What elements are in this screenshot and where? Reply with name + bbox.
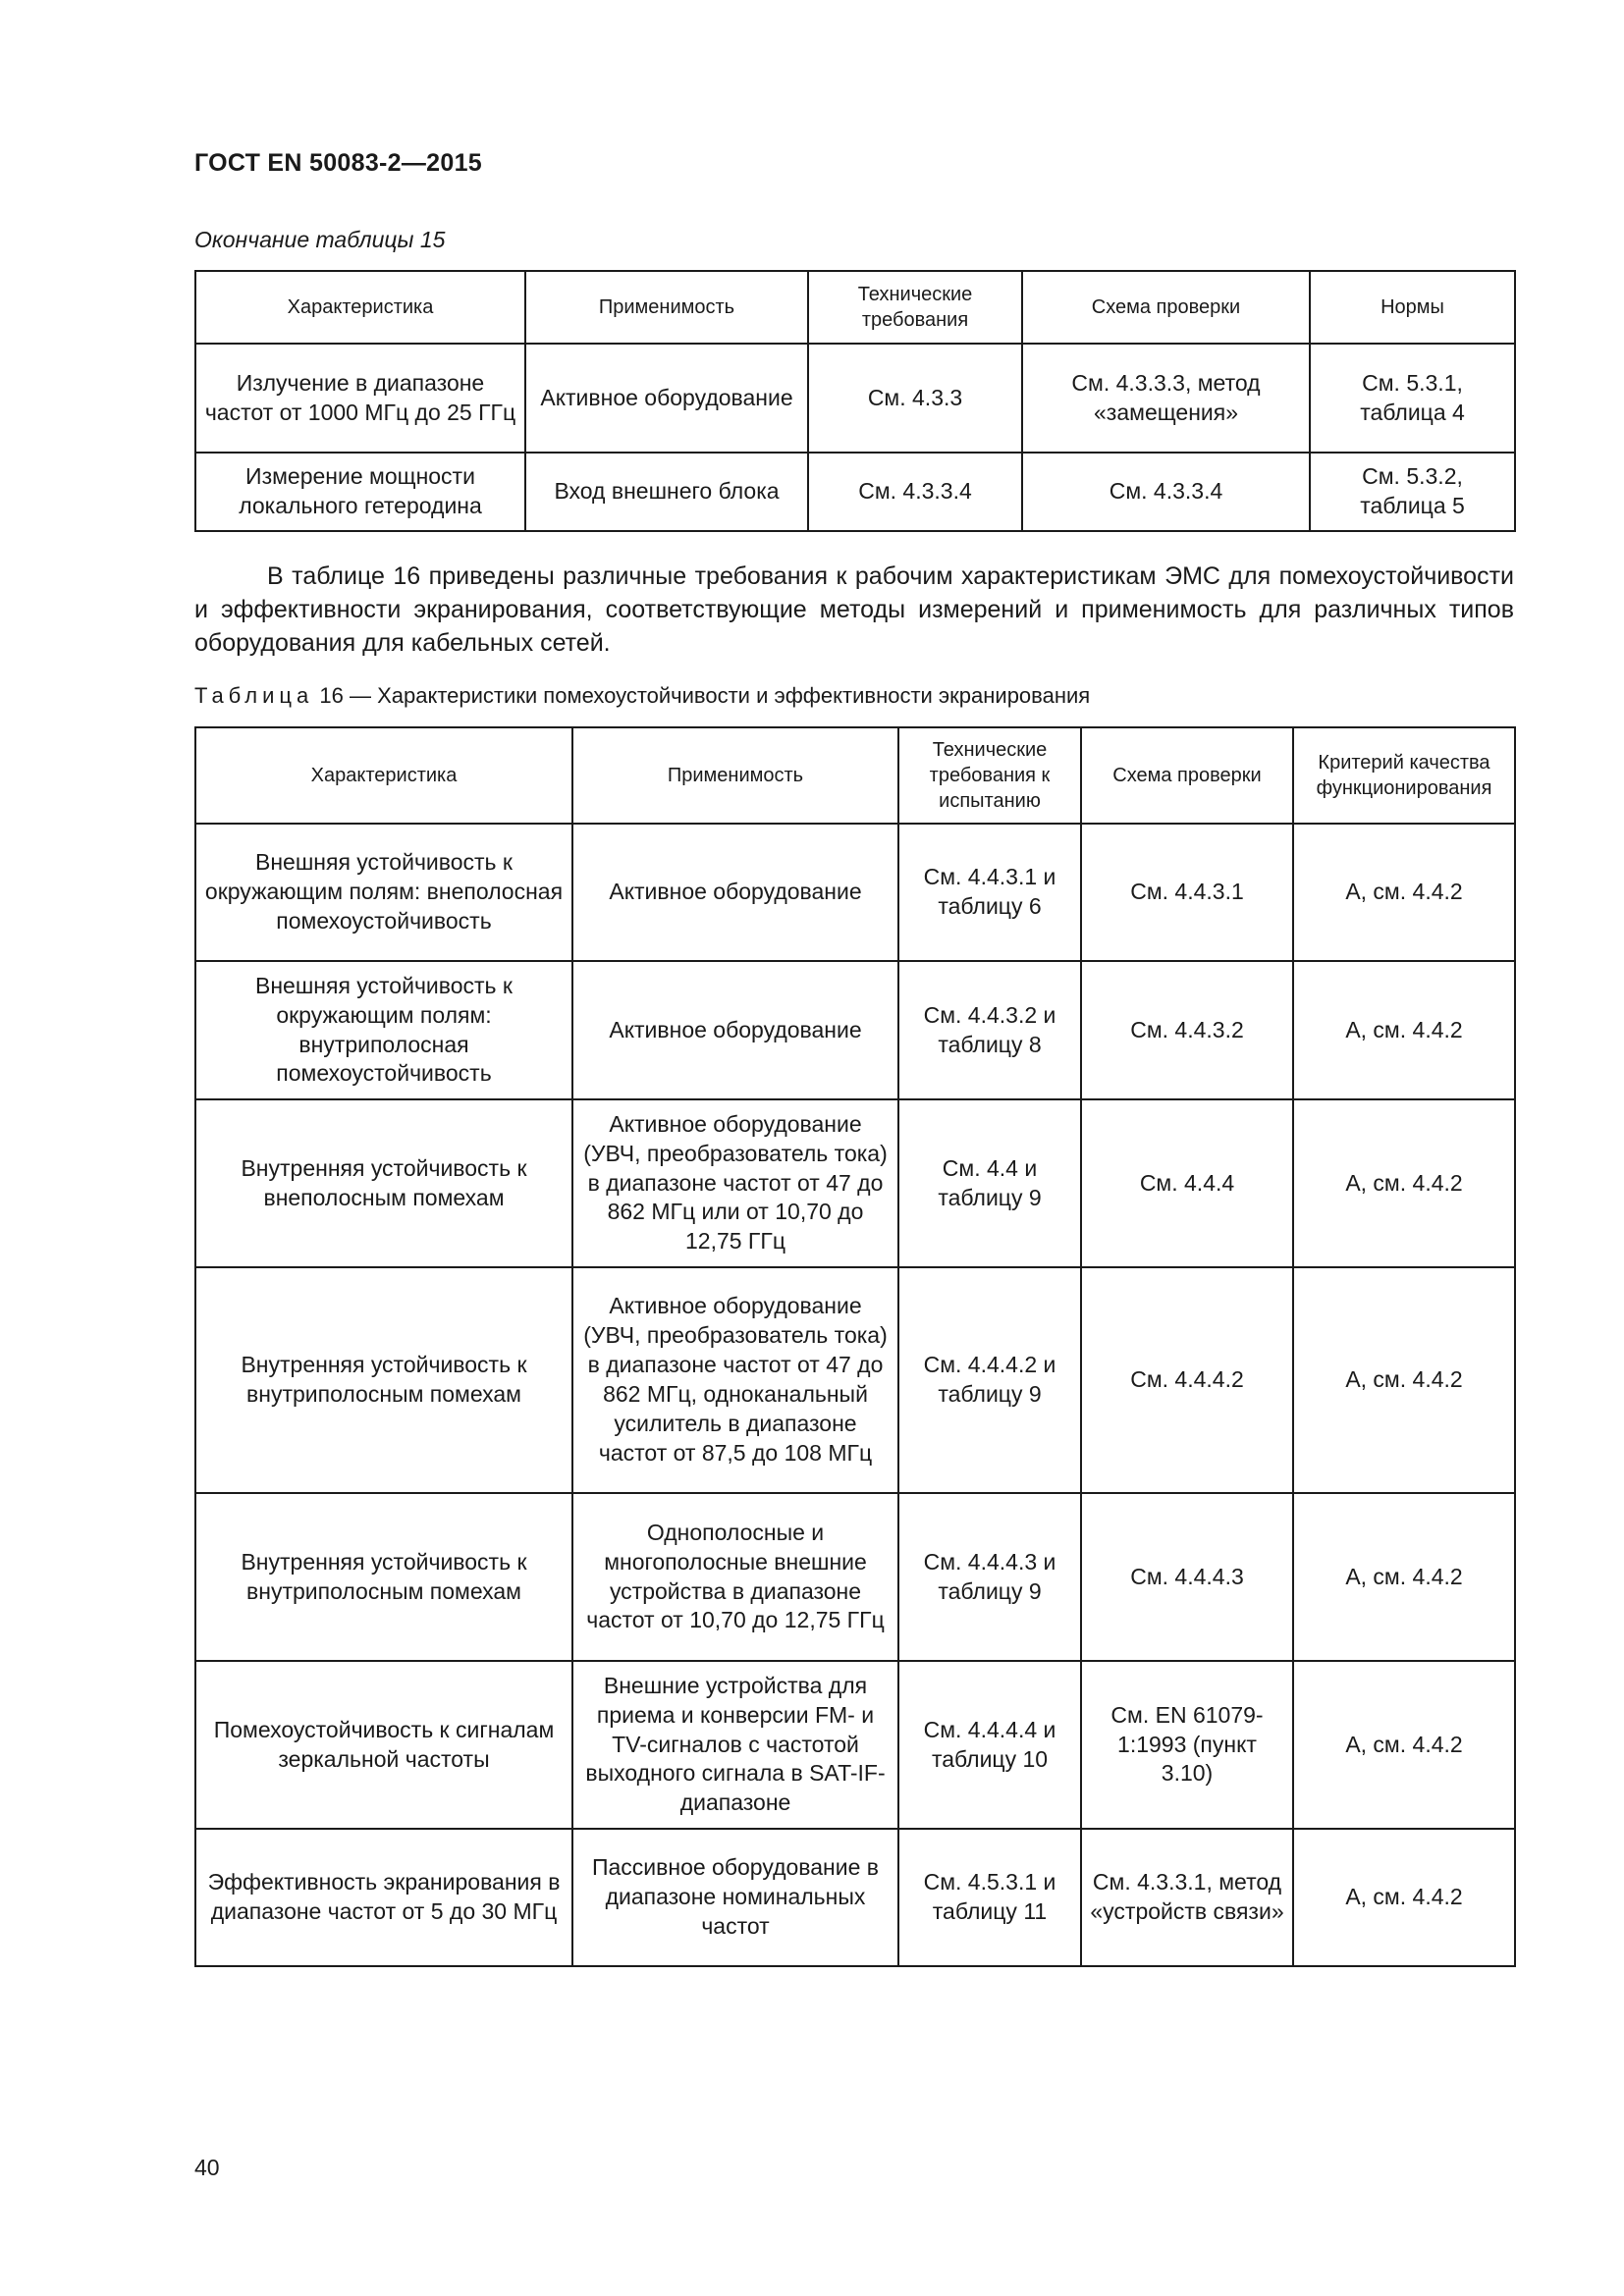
- table-cell: См. 4.3.3.3, метод «замещения»: [1022, 344, 1310, 453]
- table-cell: См. 4.4.3.1 и таблицу 6: [898, 824, 1081, 961]
- column-header: Технические требования к испытанию: [898, 727, 1081, 824]
- table-cell: Внешняя устойчивость к окружающим полям: внеполосная помехоустойчивость: [195, 824, 572, 961]
- document-header: ГОСТ EN 50083-2—2015: [194, 149, 482, 177]
- table-cell: Однополосные и многополосные внешние устройства в диапазоне частот от 10,70 до 12,75 ГГц: [572, 1493, 898, 1661]
- table-15-continuation-caption: Окончание таблицы 15: [194, 227, 446, 252]
- column-header: Нормы: [1310, 271, 1515, 344]
- table-cell: См. 4.4.4.2: [1081, 1267, 1293, 1493]
- table-row: [195, 824, 1515, 961]
- table-cell: См. 4.4.3.2: [1081, 961, 1293, 1099]
- table-row: [195, 1829, 1515, 1966]
- body-paragraph: В таблице 16 приведены различные требования к рабочим характеристикам ЭМС для помехоустойчивости и эффективности экранирования, соответствующие методы измерений и применимость для различных типов оборудования для кабельных сетей.: [194, 562, 1514, 657]
- table-cell: Излучение в диапазоне частот от 1000 МГц до 25 ГГц: [195, 344, 525, 453]
- table-cell: См. 4.4.3.2 и таблицу 8: [898, 961, 1081, 1099]
- table-cell: Измерение мощности локального гетеродина: [195, 453, 525, 531]
- table-cell: Внутренняя устойчивость к внутриполосным помехам: [195, 1493, 572, 1661]
- table-cell: А, см. 4.4.2: [1293, 824, 1515, 961]
- table-cell: См. 4.3.3.4: [1022, 453, 1310, 531]
- table-cell: См. EN 61079-1:1993 (пункт 3.10): [1081, 1661, 1293, 1829]
- table-cell: Активное оборудование (УВЧ, преобразователь тока) в диапазоне частот от 47 до 862 МГц или от 10,70 до 12,75 ГГц: [572, 1099, 898, 1267]
- table-cell: А, см. 4.4.2: [1293, 1267, 1515, 1493]
- table-cell: См. 4.4 и таблицу 9: [898, 1099, 1081, 1267]
- table-cell: Эффективность экранирования в диапазоне частот от 5 до 30 МГц: [195, 1829, 572, 1966]
- table-cell: См. 4.3.3.4: [808, 453, 1022, 531]
- table-row: [195, 344, 1515, 453]
- table-cell: См. 4.4.4.4 и таблицу 10: [898, 1661, 1081, 1829]
- table-cell: Активное оборудование: [525, 344, 808, 453]
- table-row: [195, 1493, 1515, 1661]
- column-header: Характеристика: [195, 271, 525, 344]
- table-row: [195, 961, 1515, 1099]
- table-cell: См. 4.4.4.3 и таблицу 9: [898, 1493, 1081, 1661]
- table-cell: Внутренняя устойчивость к внеполосным помехам: [195, 1099, 572, 1267]
- table-cell: См. 4.4.4.2 и таблицу 9: [898, 1267, 1081, 1493]
- table-cell: Пассивное оборудование в диапазоне номинальных частот: [572, 1829, 898, 1966]
- table-cell: А, см. 4.4.2: [1293, 1829, 1515, 1966]
- table-row: [195, 1099, 1515, 1267]
- column-header: Схема проверки: [1081, 727, 1293, 824]
- table-cell: А, см. 4.4.2: [1293, 961, 1515, 1099]
- table-cell: А, см. 4.4.2: [1293, 1493, 1515, 1661]
- column-header: Схема проверки: [1022, 271, 1310, 344]
- column-header: Технические требования: [808, 271, 1022, 344]
- table-cell: См. 4.3.3.1, метод «устройств связи»: [1081, 1829, 1293, 1966]
- table-cell: Помехоустойчивость к сигналам зеркальной частоты: [195, 1661, 572, 1829]
- table-cell: См. 4.3.3: [808, 344, 1022, 453]
- table-cell: См. 5.3.2, таблица 5: [1310, 453, 1515, 531]
- table-row: [195, 1661, 1515, 1829]
- table-caption-text: 16 — Характеристики помехоустойчивости и эффективности экранирования: [313, 683, 1091, 708]
- table-header-row: [195, 727, 1515, 824]
- column-header: Применимость: [525, 271, 808, 344]
- table-caption-label: Таблица: [194, 683, 314, 708]
- table-cell: Активное оборудование (УВЧ, преобразователь тока) в диапазоне частот от 47 до 862 МГц, одноканальный усилитель в диапазоне частот от 87,5 до 108 МГц: [572, 1267, 898, 1493]
- table-cell: См. 5.3.1, таблица 4: [1310, 344, 1515, 453]
- column-header: Применимость: [572, 727, 898, 824]
- table-cell: Внешние устройства для приема и конверсии FM- и TV-сигналов с частотой выходного сигнала в SAT-IF-диапазоне: [572, 1661, 898, 1829]
- table-cell: Внутренняя устойчивость к внутриполосным помехам: [195, 1267, 572, 1493]
- table-cell: Активное оборудование: [572, 824, 898, 961]
- column-header: Характеристика: [195, 727, 572, 824]
- page-number: 40: [194, 2155, 220, 2180]
- table-cell: См. 4.4.3.1: [1081, 824, 1293, 961]
- table-row: [195, 1267, 1515, 1493]
- table-15: [194, 270, 1516, 532]
- table-cell: А, см. 4.4.2: [1293, 1661, 1515, 1829]
- table-cell: См. 4.5.3.1 и таблицу 11: [898, 1829, 1081, 1966]
- column-header: Критерий качества функционирования: [1293, 727, 1515, 824]
- table-cell: См. 4.4.4.3: [1081, 1493, 1293, 1661]
- table-header-row: [195, 271, 1515, 344]
- table-16-caption: [194, 683, 1090, 709]
- table-16: [194, 726, 1516, 1967]
- table-cell: См. 4.4.4: [1081, 1099, 1293, 1267]
- table-cell: Активное оборудование: [572, 961, 898, 1099]
- table-cell: А, см. 4.4.2: [1293, 1099, 1515, 1267]
- table-cell: Внешняя устойчивость к окружающим полям: внутриполосная помехоустойчивость: [195, 961, 572, 1099]
- table-row: [195, 453, 1515, 531]
- table-cell: Вход внешнего блока: [525, 453, 808, 531]
